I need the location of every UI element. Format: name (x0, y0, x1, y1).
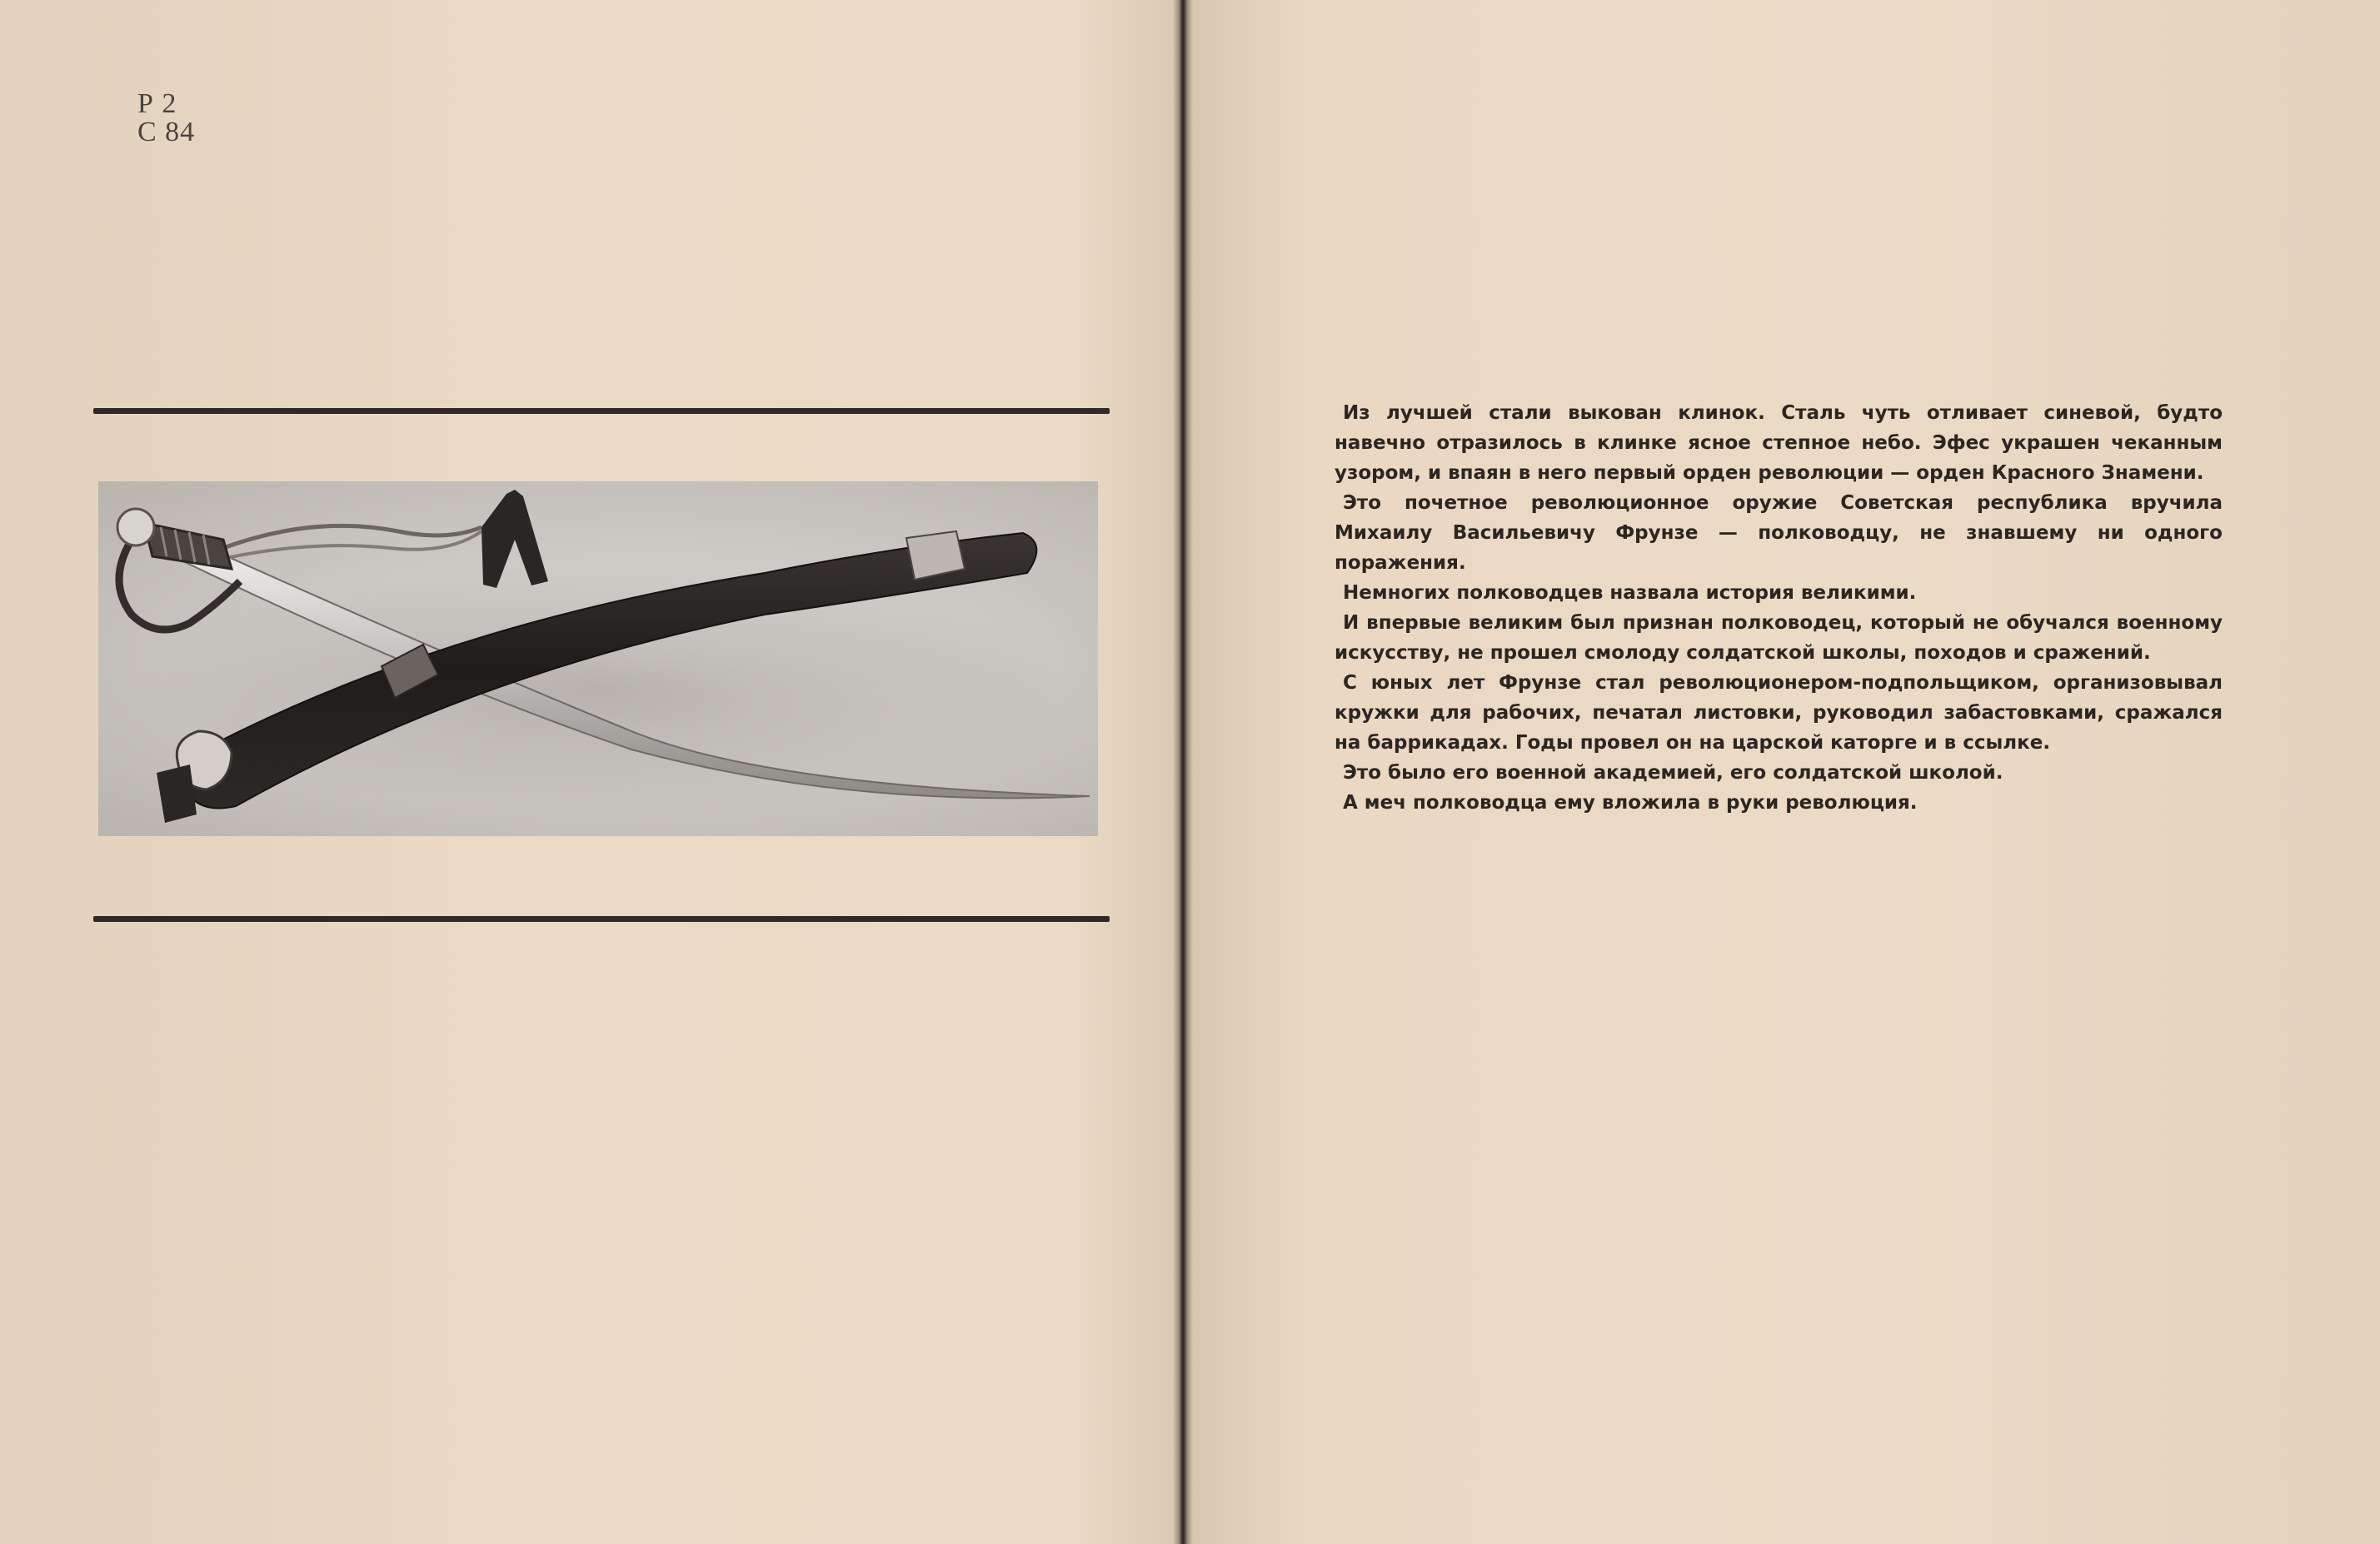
paragraph: Немногих полководцев назвала история великими. (1343, 582, 1917, 604)
paragraph: С юных лет Фрунзе стал революционером-подпольщиком, организовывал кружки для рабочих, печатал листовки, руководил забастовками, сражался на баррикадах. Годы провел он на царской каторге и в ссылке. (1335, 672, 2223, 754)
paragraph: А меч полководца ему вложила в руки революция. (1343, 792, 1918, 814)
paragraph: Это было его военной академией, его солдатской школой. (1343, 762, 2003, 784)
catalog-code-line: С 84 (137, 117, 196, 147)
body-text (1335, 398, 2223, 818)
sabre-photograph (98, 481, 1098, 836)
paragraph: Это почетное революционное оружие Советская республика вручила Михаилу Васильевичу Фрунзе — полководцу, не знавшему ни одного поражения. (1335, 492, 2223, 574)
top-rule (93, 408, 1110, 414)
catalog-code (137, 90, 195, 147)
sabre-illustration (98, 481, 1098, 836)
catalog-code-line: Р 2 (137, 88, 177, 119)
left-page (0, 0, 1181, 1544)
bottom-rule (93, 916, 1110, 922)
paragraph: И впервые великим был признан полководец, который не обучался военному искусству, не прошел смолоду солдатской школы, походов и сражений. (1335, 612, 2223, 664)
paragraph: Из лучшей стали выкован клинок. Сталь чуть отливает синевой, будто навечно отразилось в клинке ясное степное небо. Эфес украшен чеканным узором, и впаян в него первый орден революции — орден Красного Знамени. (1335, 402, 2223, 484)
